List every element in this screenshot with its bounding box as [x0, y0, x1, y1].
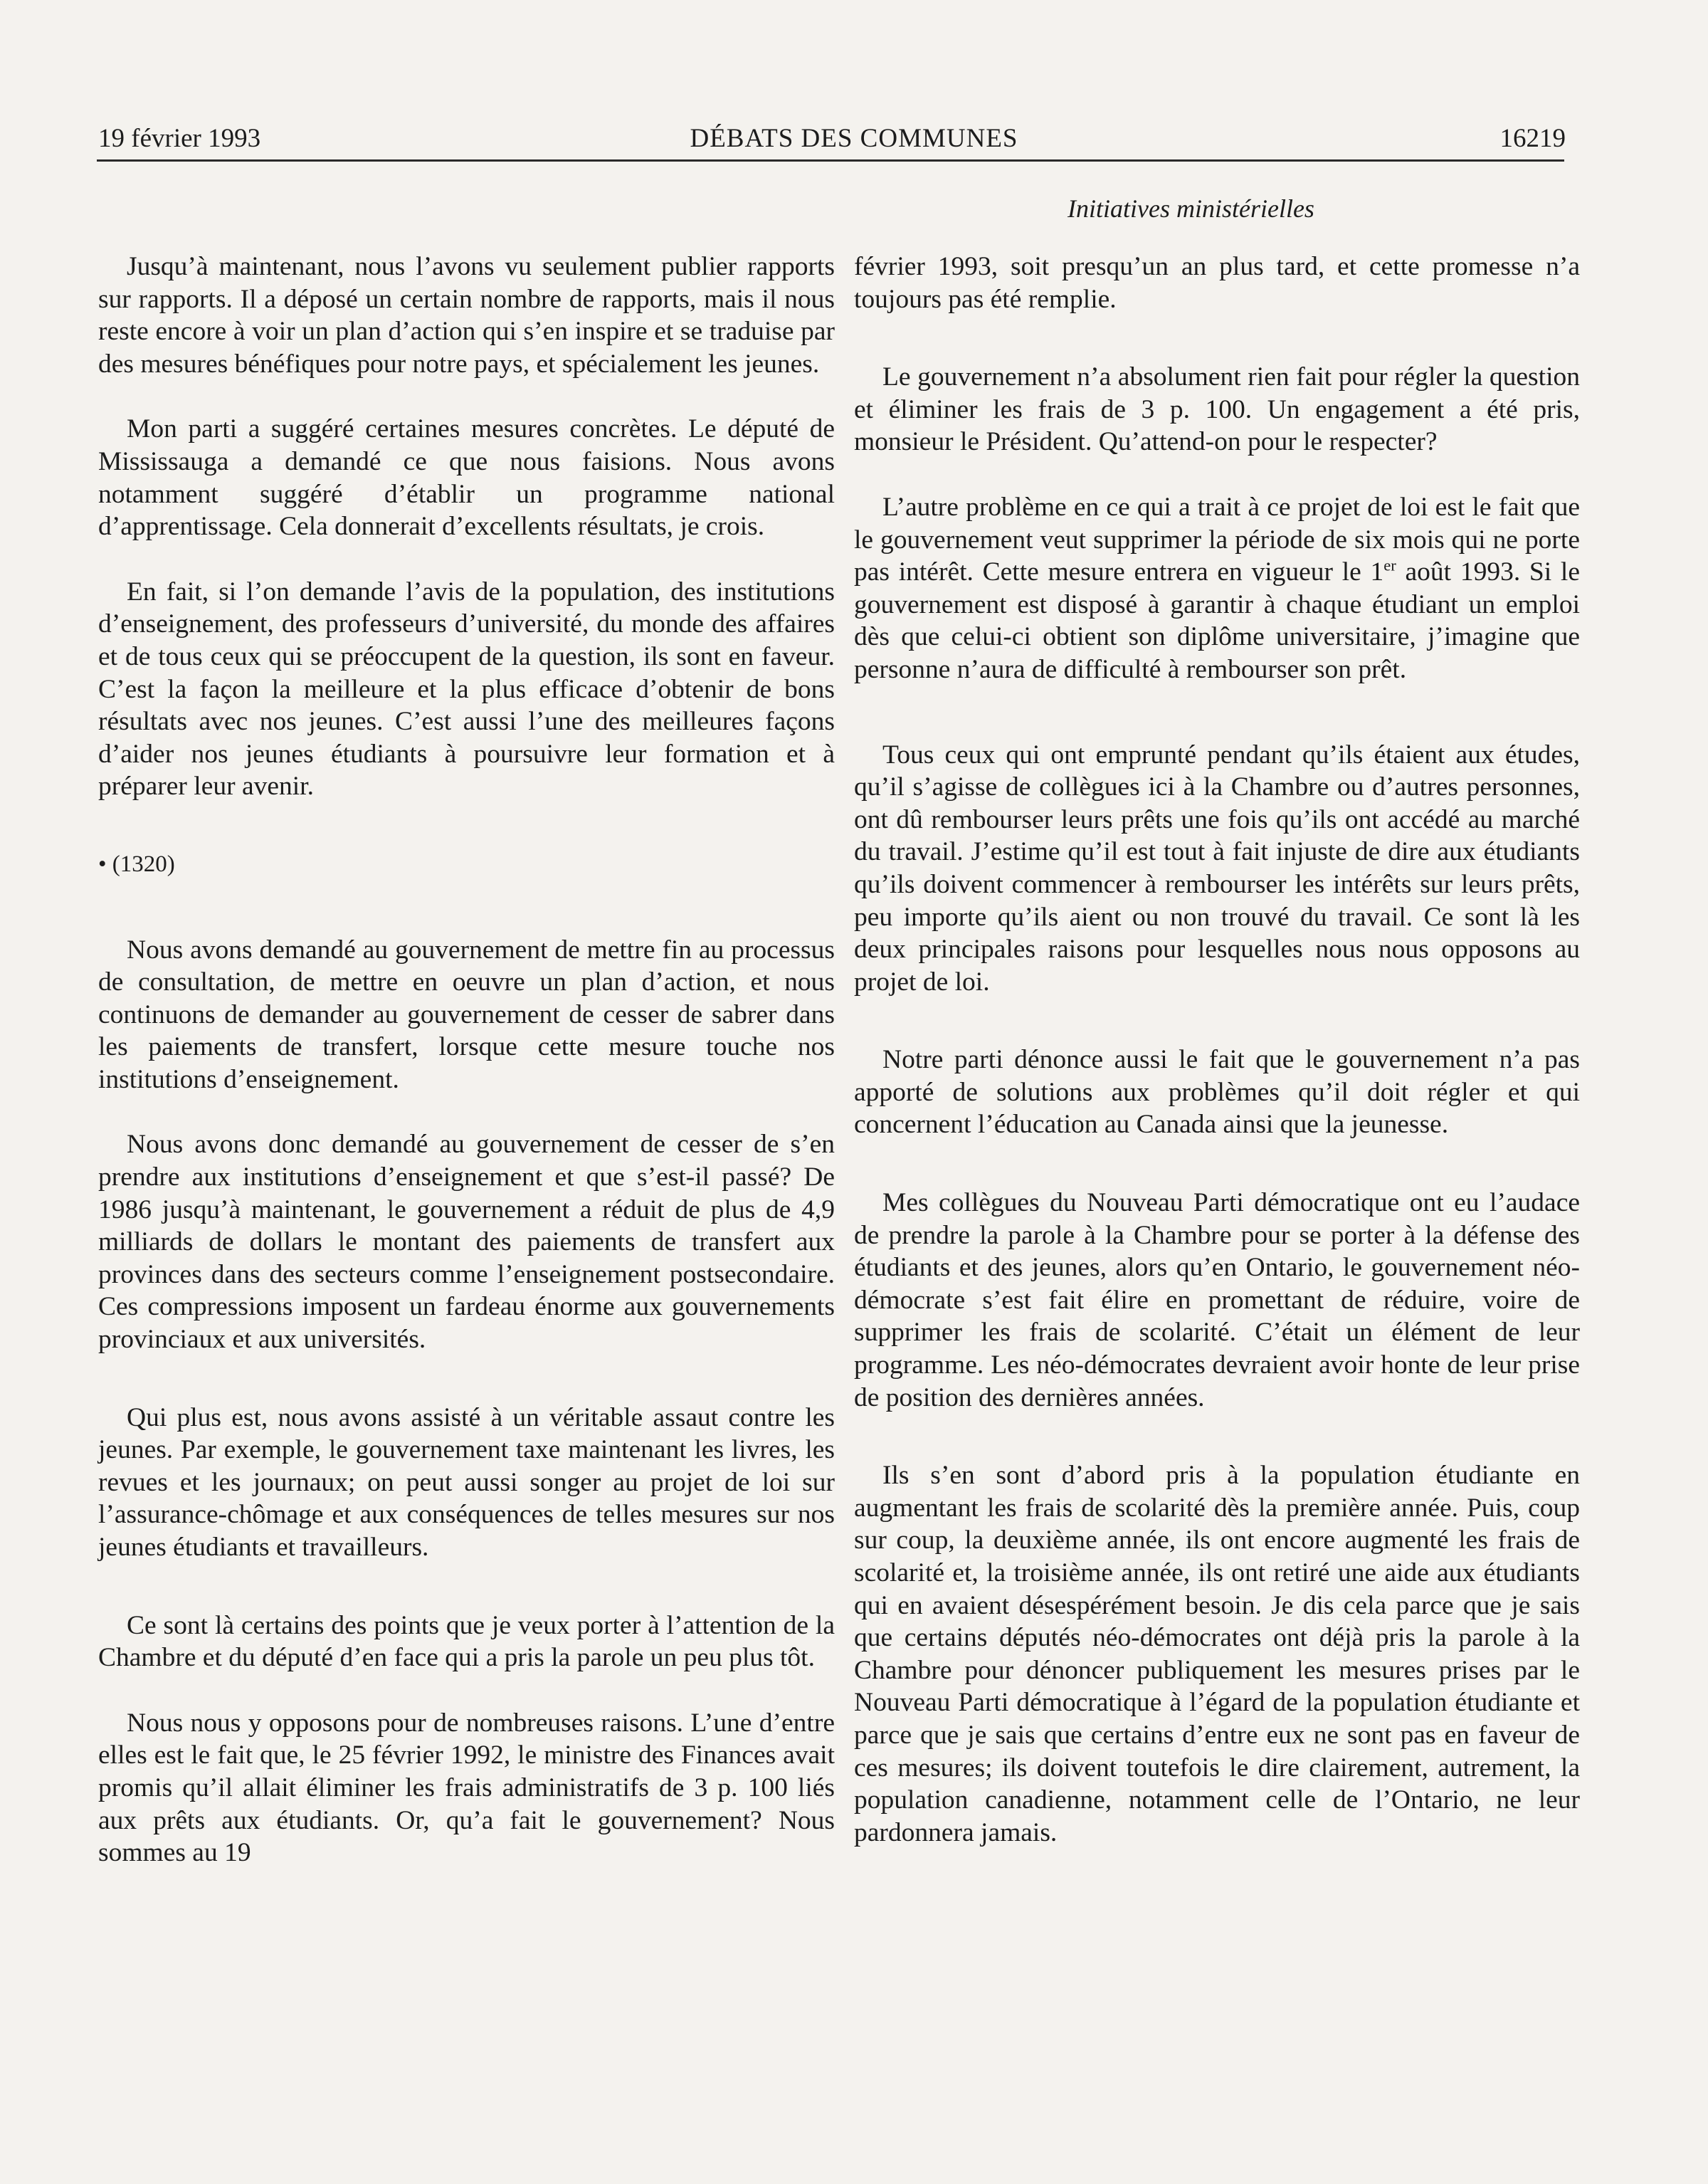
- paragraph: Ce sont là certains des points que je veux porter à l’attention de la Chambre et du député d’en face qui a pris la parole un peu plus tôt.: [98, 1610, 835, 1673]
- paragraph: Nous avons demandé au gouvernement de mettre fin au processus de consultation, de mettre en oeuvre un plan d’action, et nous continuons de demander au gouvernement de cesser de sabrer dans les paiements de transfert, lorsque cette mesure touche nos institutions d’enseignement.: [98, 935, 835, 1094]
- header-rule: [97, 159, 1564, 162]
- paragraph: Nous avons donc demandé au gouvernement de cesser de s’en prendre aux institutions d’enseignement et que s’est-il passé? De 1986 jusqu’à maintenant, le gouvernement a réduit de plus de 4,9 milliards de dollars le montant des paiements de transfert aux provinces dans des secteurs comme l’enseignement postsecondaire. Ces compressions imposent un fardeau énorme aux gouvernements provinciaux et aux universités.: [98, 1130, 835, 1355]
- paragraph: En fait, si l’on demande l’avis de la population, des institutions d’enseignement, des professeurs d’université, du monde des affaires et de tous ceux qui se préoccupent de la question, ils sont en faveur. C’est la façon la meilleure et la plus efficace d’obtenir de bons résultats avec nos jeunes. C’est aussi l’une des meilleures façons d’aider nos jeunes étudiants à poursuivre leur formation et à préparer leur avenir.: [98, 577, 835, 802]
- paragraph: Nous nous y opposons pour de nombreuses raisons. L’une d’entre elles est le fait que, le 25 février 1992, le ministre des Finances avait promis qu’il allait éliminer les frais administratifs de 3 p. 100 liés aux prêts aux étudiants. Or, qu’a fait le gouvernement? Nous sommes au 19: [98, 1708, 835, 1868]
- left-column: [98, 251, 835, 1869]
- paragraph-continued: février 1993, soit presqu’un an plus tard, et cette promesse n’a toujours pas été remplie.: [854, 252, 1580, 314]
- section-tag: Initiatives ministérielles: [1068, 194, 1314, 223]
- paragraph: Le gouvernement n’a absolument rien fait pour régler la question et éliminer les frais de 3 p. 100. Un engagement a été pris, monsieur le Président. Qu’attend-on pour le respecter?: [854, 362, 1580, 457]
- paragraph: Qui plus est, nous avons assisté à un véritable assaut contre les jeunes. Par exemple, le gouvernement taxe maintenant les livres, les revues et les journaux; on peut aussi songer au projet de loi sur l’assurance-chômage et aux conséquences de telles mesures sur nos jeunes étudiants et travailleurs.: [98, 1402, 835, 1562]
- header-title: DÉBATS DES COMMUNES: [690, 124, 1018, 153]
- paragraph: [854, 491, 1580, 686]
- right-column: [854, 251, 1580, 1849]
- paragraph: Mes collègues du Nouveau Parti démocratique ont eu l’audace de prendre la parole à la Chambre pour se porter à la défense des étudiants et des jeunes, alors qu’en Ontario, le gouvernement néo-démocrate s’est fait élire en promettant de réduire, voire de supprimer les frais de scolarité. C’était un élément de leur programme. Les néo-démocrates devraient avoir honte de leur prise de position des dernières années.: [854, 1188, 1580, 1412]
- paragraph-text: août 1993. Si le gouvernement est disposé à garantir à chaque étudiant un emploi dès que celui-ci obtient son diplôme universitaire, j’imagine que personne n’aura de difficulté à rembourser son prêt.: [854, 557, 1580, 684]
- header-page-number: 16219: [1499, 124, 1566, 153]
- paragraph: Notre parti dénonce aussi le fait que le gouvernement n’a pas apporté de solutions aux problèmes qu’il doit régler et qui concernent l’éducation au Canada ainsi que la jeunesse.: [854, 1045, 1580, 1140]
- paragraph: Ils s’en sont d’abord pris à la population étudiante en augmentant les frais de scolarité dès la première année. Puis, coup sur coup, la deuxième année, ils ont encore augmenté les frais de scolarité et, la troisième année, ils ont retiré une aide aux étudiants qui en avaient désespérément besoin. Je dis cela parce que je sais que certains députés néo-démocrates ont déjà pris la parole à la Chambre pour dénoncer publiquement les mesures prises par le Nouveau Parti démocratique à l’égard de la population étudiante et parce que je sais que certains d’entre eux ne sont pas en faveur de ces mesures; ils doivent toutefois le dire clairement, autrement, la population canadienne, notamment celle de l’Ontario, ne leur pardonnera jamais.: [854, 1461, 1580, 1847]
- paragraph: Jusqu’à maintenant, nous l’avons vu seulement publier rapports sur rapports. Il a déposé un certain nombre de rapports, mais il nous reste encore à voir un plan d’action qui s’en inspire et se traduise par des mesures bénéfiques pour notre pays, et spécialement les jeunes.: [98, 252, 835, 379]
- paragraph-text: L’autre problème en ce qui a trait à ce projet de loi est le fait que le gouvernement veut supprimer la période de six mois qui ne porte pas intérêt. Cette mesure entrera en vigueur le 1: [854, 492, 1580, 587]
- header-date: 19 février 1993: [98, 124, 261, 153]
- superscript: er: [1383, 556, 1396, 574]
- paragraph: Tous ceux qui ont emprunté pendant qu’ils étaient aux études, qu’il s’agisse de collègues ici à la Chambre ou d’autres personnes, ont dû rembourser leurs prêts une fois qu’ils ont accédé au marché du travail. J’estime qu’il est tout à fait injuste de dire aux étudiants qu’ils doivent commencer à rembourser les intérêts sur leurs prêts, peu importe qu’ils aient ou non trouvé du travail. Ce sont là les deux principales raisons pour lesquelles nous nous opposons au projet de loi.: [854, 740, 1580, 997]
- time-marker: • (1320): [98, 851, 175, 877]
- paragraph: Mon parti a suggéré certaines mesures concrètes. Le député de Mississauga a demandé ce que nous faisions. Nous avons notamment suggéré d’établir un programme national d’apprentissage. Cela donnerait d’excellents résultats, je crois.: [98, 414, 835, 542]
